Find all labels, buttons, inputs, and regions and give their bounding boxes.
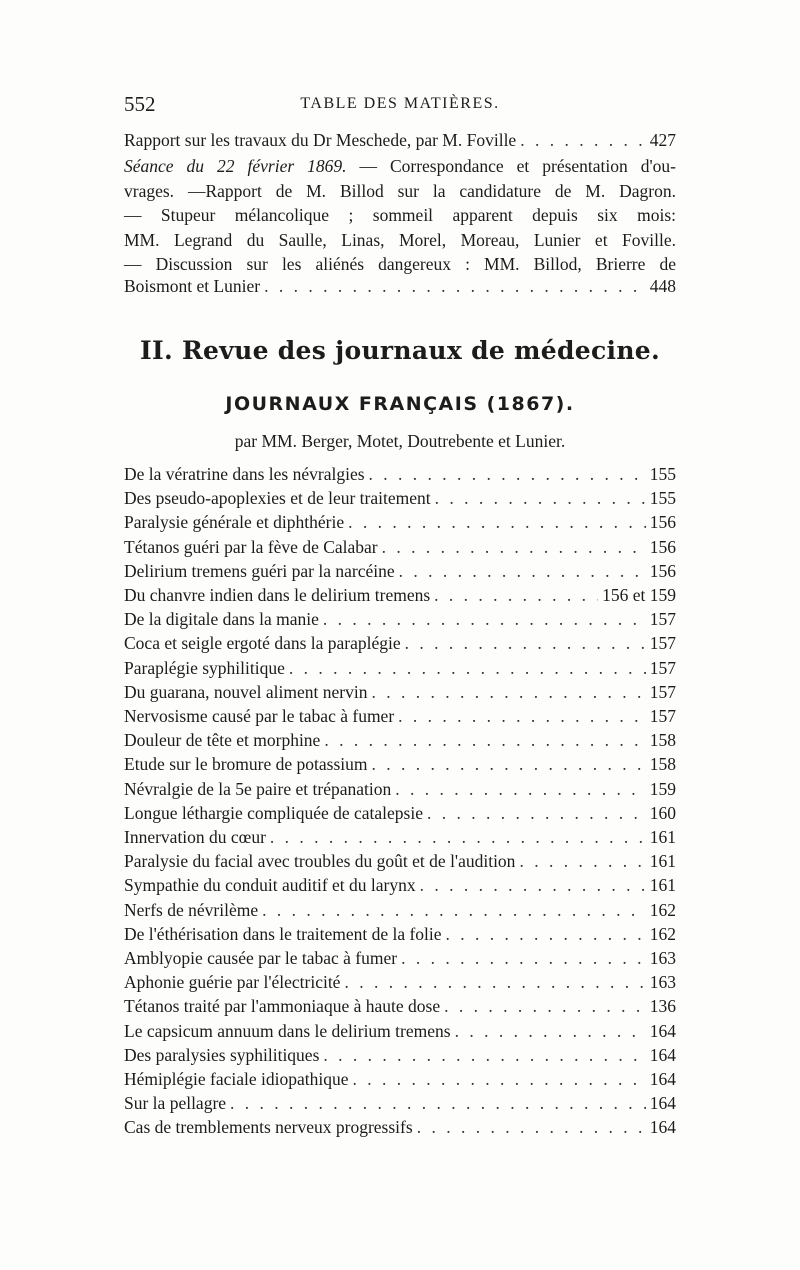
toc-entry (124, 924, 676, 948)
leader-dots (455, 1021, 646, 1042)
entry-text: Longue léthargie compliquée de catalepsie (124, 802, 423, 823)
entry-page: 157 (649, 657, 676, 678)
entry-text: Cas de tremblements nerveux progressifs (124, 1117, 413, 1138)
toc-entry (124, 682, 676, 706)
leader-dots (348, 512, 646, 533)
entry-page: 164 (649, 1044, 676, 1065)
entry-page: 157 (649, 681, 676, 702)
entry-text: Des pseudo-apoplexies et de leur traitement (124, 488, 431, 509)
entry-page: 157 (649, 633, 676, 654)
entry-page: 164 (649, 1093, 676, 1114)
entry-text: Paralysie du facial avec troubles du goût et de l'audition (124, 851, 516, 872)
section-authors: par MM. Berger, Motet, Doutrebente et Lunier. (234, 431, 566, 451)
toc-entry (124, 561, 676, 585)
entry-page: 136 (649, 996, 676, 1017)
leader-dots (519, 851, 645, 872)
entry-text: Paraplégie syphilitique (124, 657, 285, 678)
entry-text: Paralysie générale et diphthérie (124, 512, 345, 533)
leader-dots (264, 276, 646, 297)
paragraph-line: vrages. —Rapport de M. Billod sur la candidature de M. Dagron. (124, 180, 676, 201)
entry-page: 156 (649, 560, 676, 581)
entry-page: 163 (649, 972, 676, 993)
entry-text: Des paralysies syphilitiques (124, 1044, 320, 1065)
section-subtitle: JOURNAUX FRANÇAIS (1867). (225, 393, 575, 415)
entry-page: 157 (649, 609, 676, 630)
leader-dots (289, 658, 646, 679)
paragraph-line: Séance du 22 février 1869. — Correspondance et présentation d'ou- (124, 156, 676, 176)
page-number: 552 (124, 92, 156, 116)
toc-entry (124, 633, 676, 657)
entry-page: 161 (649, 851, 676, 872)
leader-dots (262, 900, 646, 921)
toc-entry (124, 1093, 676, 1117)
toc-entry (124, 706, 676, 730)
toc-entry (124, 779, 676, 803)
toc-entry (124, 875, 676, 899)
entry-text: Sur la pellagre (124, 1093, 227, 1114)
leader-dots (444, 996, 646, 1017)
entry-page: 448 (649, 276, 676, 296)
toc-entry (124, 730, 676, 754)
leader-dots (353, 1069, 646, 1090)
entry-text: Innervation du cœur (124, 827, 266, 847)
entry-page: 161 (649, 875, 676, 896)
leader-dots (369, 464, 646, 485)
entry-text: Hémiplégie faciale idiopathique (124, 1069, 349, 1089)
entry-page: 156 (649, 536, 676, 557)
toc-entry (124, 803, 676, 827)
entry-page: 161 (649, 827, 676, 847)
entry-text: De la digitale dans la manie (124, 609, 319, 630)
leader-dots (372, 754, 646, 775)
leader-dots (434, 585, 598, 606)
leader-dots (323, 1045, 645, 1066)
entry-text: Etude sur le bromure de potassium (124, 754, 368, 775)
toc-entry (124, 488, 676, 512)
entry-page: 158 (649, 730, 676, 751)
toc-entry (124, 754, 676, 778)
running-title: TABLE DES MATIÈRES. (300, 95, 500, 112)
toc-entry (124, 996, 676, 1020)
entry-text: Nerfs de névrilème (124, 899, 259, 920)
toc-entry (124, 658, 676, 682)
entry-page: 158 (649, 754, 676, 775)
toc-entry (124, 972, 676, 996)
leader-dots (270, 827, 646, 848)
entry-text: De l'éthérisation dans le traitement de la folie (124, 923, 442, 944)
leader-dots (401, 948, 646, 969)
entry-text: Névralgie de la 5e paire et trépanation (124, 778, 392, 799)
entry-page: 162 (649, 899, 676, 920)
entry-text: Rapport sur les travaux du Dr Meschede, par M. Foville (124, 130, 517, 150)
toc-entry (124, 1069, 676, 1093)
entry-page: 157 (649, 706, 676, 726)
entry-page: 156 (649, 512, 676, 533)
entry-text: Nervosisme causé par le tabac à fumer (124, 706, 395, 726)
page-header (124, 92, 676, 122)
entry-text: Sympathie du conduit auditif et du larynx (124, 875, 416, 896)
paragraph-line: MM. Legrand du Saulle, Linas, Morel, Moreau, Lunier et Foville. (124, 229, 676, 250)
entry-page: 427 (649, 130, 676, 150)
leader-dots (324, 730, 645, 751)
toc-entry (124, 609, 676, 633)
toc-entry (124, 464, 676, 488)
toc-entry (124, 512, 676, 536)
leader-dots (398, 706, 646, 727)
leader-dots (435, 488, 646, 509)
leader-dots (395, 779, 646, 800)
entry-page: 159 (649, 778, 676, 799)
toc-entry-foville (124, 130, 676, 154)
entry-page: 164 (649, 1117, 676, 1138)
entry-text: Du chanvre indien dans le delirium tremens (124, 585, 431, 605)
leader-dots (520, 130, 646, 151)
toc-entry (124, 585, 676, 609)
entry-page: 162 (649, 923, 676, 944)
entry-text: Le capsicum annuum dans le delirium tremens (124, 1020, 451, 1041)
paragraph-line: — Stupeur mélancolique ; sommeil apparent depuis six mois: (124, 205, 676, 225)
entry-text: Tétanos guéri par la fève de Calabar (124, 536, 378, 557)
entry-page: 164 (649, 1020, 676, 1041)
leader-dots (417, 1117, 646, 1138)
entry-text: Du guarana, nouvel aliment nervin (124, 681, 368, 702)
seance-date: Séance du 22 février 1869. (124, 156, 347, 176)
entry-text: Douleur de tête et morphine (124, 730, 321, 751)
leader-dots (382, 537, 646, 558)
leader-dots (371, 682, 645, 703)
entry-page: 160 (649, 802, 676, 823)
toc-entry (124, 948, 676, 972)
toc-entry (124, 1021, 676, 1045)
entry-page: 164 (649, 1069, 676, 1089)
leader-dots (420, 875, 646, 896)
leader-dots (323, 609, 646, 630)
entry-page: 163 (649, 948, 676, 968)
toc-entry-boismont (124, 276, 676, 300)
entry-page: 156 et 159 (602, 585, 676, 605)
leader-dots (427, 803, 646, 824)
entry-text: Tétanos traité par l'ammoniaque à haute dose (124, 996, 441, 1017)
entry-page: 155 (649, 488, 676, 509)
entry-text: Amblyopie causée par le tabac à fumer (124, 948, 398, 968)
toc-entry (124, 827, 676, 851)
entry-text: Aphonie guérie par l'électricité (124, 972, 341, 993)
leader-dots (399, 561, 646, 582)
toc-entry (124, 1117, 676, 1141)
toc-entry (124, 851, 676, 875)
toc-entry (124, 900, 676, 924)
leader-dots (405, 633, 646, 654)
leader-dots (446, 924, 646, 945)
section-title: II. Revue des journaux de médecine. (139, 336, 661, 365)
entry-page: 155 (649, 464, 676, 484)
entry-text: Delirium tremens guéri par la narcéine (124, 560, 395, 581)
toc-entry (124, 537, 676, 561)
leader-dots (230, 1093, 646, 1114)
entry-text: De la vératrine dans les névralgies (124, 464, 365, 484)
entry-text: Boismont et Lunier (124, 276, 261, 296)
leader-dots (344, 972, 645, 993)
seance-paragraph (124, 154, 676, 277)
entry-text: Coca et seigle ergoté dans la paraplégie (124, 633, 401, 654)
paragraph-line: — Discussion sur les aliénés dangereux : MM. Billod, Brierre de (124, 254, 676, 274)
toc-entry (124, 1045, 676, 1069)
